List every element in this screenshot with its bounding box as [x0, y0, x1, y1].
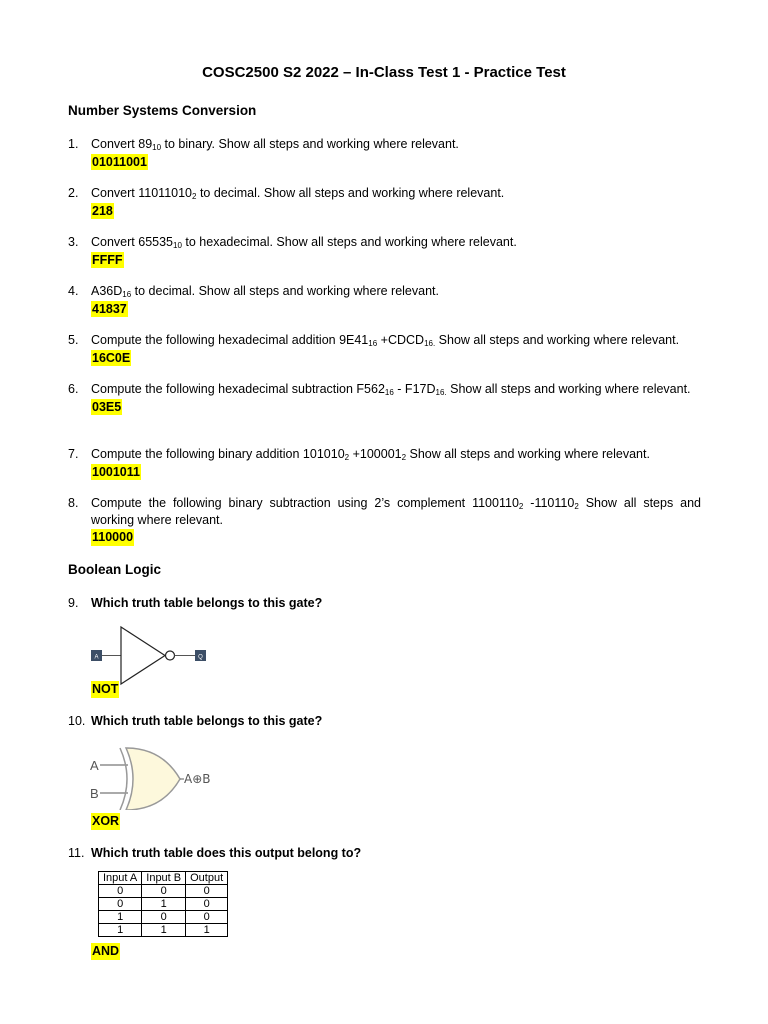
input-b-label: B — [90, 786, 99, 801]
question-number: 8. — [68, 496, 79, 510]
text-run: to binary. Show all steps and working where relevant. — [161, 137, 459, 151]
question-1 — [68, 136, 701, 170]
xor-back-curve — [120, 748, 127, 810]
subscript-base: 16. — [424, 339, 436, 348]
input-label: A — [94, 654, 99, 661]
question-number: 5. — [68, 333, 79, 347]
question-number: 1. — [68, 137, 79, 151]
cell: 0 — [142, 911, 186, 924]
input-a-label: A — [90, 758, 99, 773]
text-run: -110110 — [523, 496, 575, 510]
text-run: Compute the following hexadecimal addition 9E41 — [91, 333, 369, 347]
text-run: to hexadecimal. Show all steps and working where relevant. — [181, 235, 517, 249]
question-number: 2. — [68, 186, 79, 200]
text-run: Which truth table does this output belong to? — [91, 846, 362, 860]
answer-highlight: 41837 — [92, 301, 127, 316]
question-10 — [68, 713, 701, 730]
question-text — [91, 595, 701, 612]
answer-11-row — [68, 942, 701, 960]
answer-highlight: 110000 — [92, 530, 134, 544]
page-title: COSC2500 S2 2022 – In-Class Test 1 - Practice Test — [202, 64, 566, 81]
question-7 — [68, 446, 701, 480]
xor-body — [126, 748, 180, 810]
question-number: 9. — [68, 596, 79, 610]
truth-table — [98, 871, 228, 937]
answer-highlight: 1001011 — [92, 464, 140, 479]
cell: 0 — [142, 885, 186, 898]
subscript-base: 2 — [401, 453, 407, 462]
answer-9-row — [68, 680, 701, 698]
text-run: Show all steps and working where relevant. — [446, 382, 691, 396]
inversion-bubble — [166, 651, 175, 660]
text-run: to decimal. Show all steps and working where relevant. — [196, 186, 505, 200]
cell: 0 — [99, 898, 142, 911]
answer-10-row — [68, 812, 701, 830]
header-cell: Input B — [142, 872, 186, 885]
answer-highlight: 218 — [92, 203, 113, 218]
answer-highlight: 03E5 — [92, 399, 122, 414]
text-run: - F17D — [393, 382, 436, 396]
text-run: Compute the following binary subtraction using 2’s complement 1100110 — [91, 496, 519, 510]
question-text — [91, 446, 701, 463]
question-4 — [68, 283, 701, 317]
question-text — [91, 136, 701, 153]
question-text — [91, 332, 701, 349]
question-8 — [68, 495, 701, 546]
answer-highlight: AND — [92, 944, 120, 958]
subscript-base: 10 — [152, 143, 162, 152]
answer-highlight: FFFF — [92, 252, 123, 267]
subscript-base: 2 — [344, 453, 350, 462]
question-text — [91, 185, 701, 202]
text-run: Compute the following hexadecimal subtraction F562 — [91, 382, 385, 396]
question-text — [91, 845, 701, 862]
question-5 — [68, 332, 701, 366]
text-run: +100001 — [349, 447, 402, 461]
subscript-base: 2 — [574, 502, 579, 511]
text-run: A36D — [91, 284, 123, 298]
question-number: 11. — [68, 846, 85, 860]
question-9 — [68, 595, 701, 612]
cell: 0 — [186, 885, 228, 898]
text-run: Show all steps and working where relevant. — [406, 447, 650, 461]
question-number: 4. — [68, 284, 79, 298]
text-run: Show all steps and working where relevant. — [435, 333, 680, 347]
subscript-base: 10 — [173, 241, 182, 250]
question-6 — [68, 381, 701, 415]
not-triangle — [121, 627, 165, 684]
cell: 1 — [186, 924, 228, 937]
truth-table-row — [99, 911, 228, 924]
truth-table-row — [99, 885, 228, 898]
question-number: 6. — [68, 382, 79, 396]
output-label: Q — [198, 654, 203, 661]
subscript-base: 16 — [384, 388, 394, 397]
text-run: +CDCD — [377, 333, 425, 347]
question-11 — [68, 845, 701, 862]
output-label: A⊕B — [184, 772, 211, 786]
cell: 1 — [142, 898, 186, 911]
cell: 1 — [99, 911, 142, 924]
section-number-systems: Number Systems Conversion — [68, 103, 257, 118]
question-number: 7. — [68, 447, 79, 461]
text-run: Compute the following binary addition 101010 — [91, 447, 345, 461]
text-run: Convert 65535 — [91, 235, 174, 249]
subscript-base: 16 — [122, 290, 132, 299]
question-text — [91, 495, 701, 528]
cell: 0 — [186, 911, 228, 924]
answer-highlight: XOR — [92, 814, 120, 828]
cell: 1 — [99, 924, 142, 937]
question-text — [91, 713, 701, 730]
answer-highlight: NOT — [92, 682, 119, 696]
truth-table-row — [99, 924, 228, 937]
question-text — [91, 234, 701, 251]
subscript-base: 2 — [192, 192, 197, 201]
question-2 — [68, 185, 701, 219]
cell: 1 — [142, 924, 186, 937]
text-run: Convert 89 — [91, 137, 153, 151]
section-boolean-logic: Boolean Logic — [68, 562, 162, 577]
question-text — [91, 283, 701, 300]
text-run: Which truth table belongs to this gate? — [91, 596, 323, 610]
cell: 0 — [186, 898, 228, 911]
text-run: Show all steps and working where relevant. — [91, 496, 701, 527]
text-run: Convert 11011010 — [91, 186, 193, 200]
question-number: 3. — [68, 235, 79, 249]
text-run: Which truth table belongs to this gate? — [91, 714, 323, 728]
question-3 — [68, 234, 701, 268]
header-cell: Input A — [99, 872, 142, 885]
truth-table-row — [99, 898, 228, 911]
question-text — [91, 381, 701, 398]
subscript-base: 16 — [368, 339, 378, 348]
text-run: to decimal. Show all steps and working where relevant. — [131, 284, 439, 298]
subscript-base: 2 — [518, 502, 524, 511]
header-cell: Output — [186, 872, 228, 885]
answer-highlight: 16C0E — [92, 350, 131, 365]
cell: 0 — [99, 885, 142, 898]
question-number: 10. — [68, 714, 86, 728]
subscript-base: 16. — [435, 388, 447, 397]
answer-highlight: 01011001 — [92, 154, 147, 169]
truth-table-header — [99, 872, 228, 885]
xor-gate-diagram — [88, 744, 218, 815]
